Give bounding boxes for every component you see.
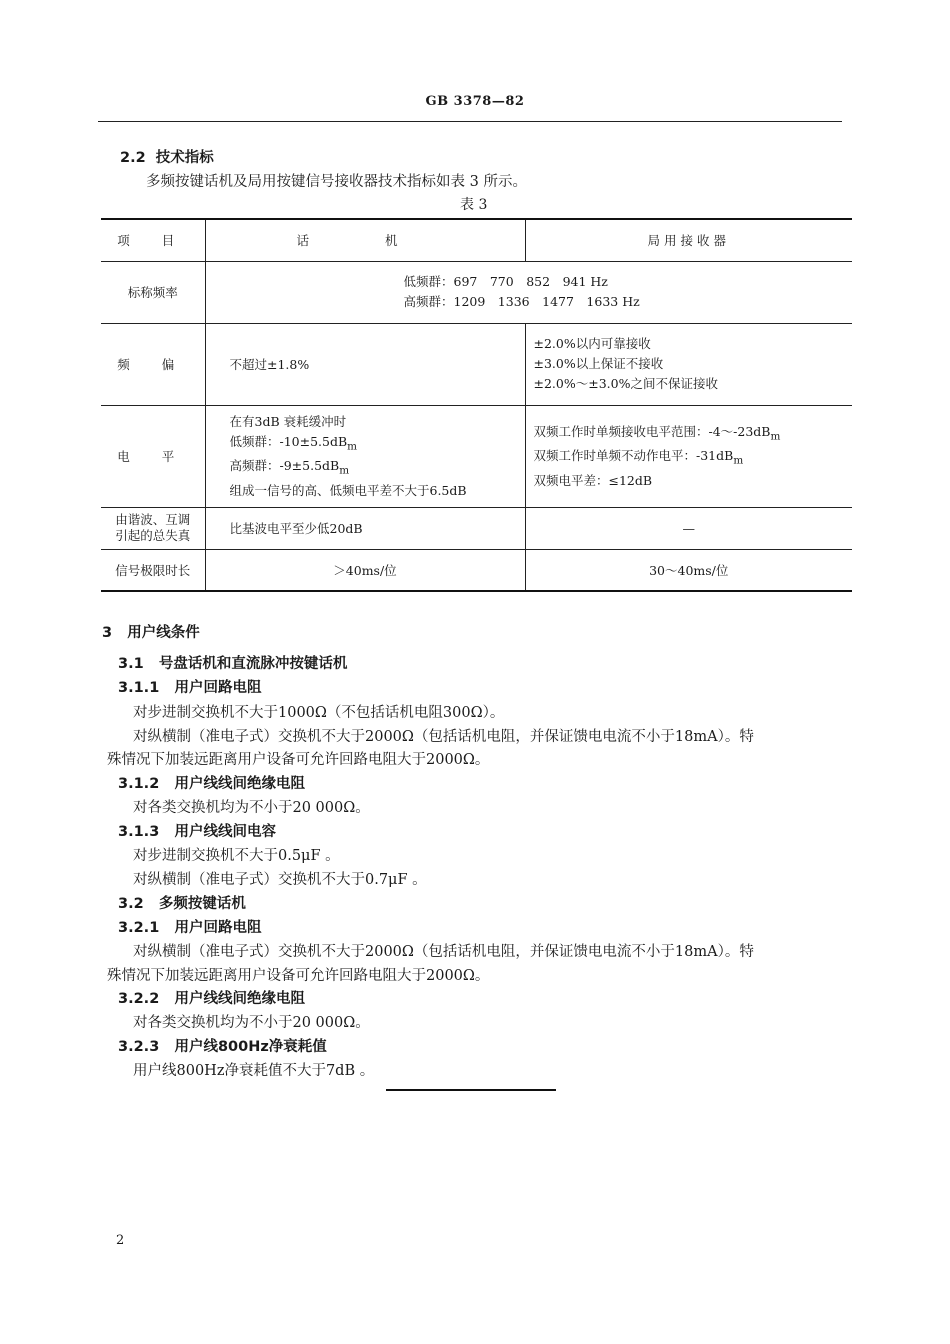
- section-3-2-1-heading: [118, 916, 261, 937]
- section-3-2-heading: [118, 892, 246, 913]
- section-title: 用户线800Hz净衰耗值: [174, 1039, 327, 1055]
- section-number: 3.2.2: [118, 991, 160, 1007]
- section-number: 3: [102, 625, 113, 641]
- paragraph: 用户线800Hz净衰耗值不大于7dB 。: [133, 1063, 375, 1079]
- phone-level-line: 组成一信号的高、低频电平差不大于6.5dB: [229, 482, 467, 498]
- section-3-1-heading: [118, 652, 347, 673]
- paragraph-continuation: 殊情况下加装远距离用户设备可允许回路电阻大于2000Ω。: [107, 968, 490, 984]
- phone-level-line: 在有3dB 衰耗缓冲时: [229, 413, 347, 429]
- phone-level-line: 低频群：$-10\pm 5.5dB_m$: [229, 433, 358, 452]
- section-number: 3.2.3: [118, 1039, 160, 1055]
- table-row-distortion: [101, 507, 852, 549]
- section-number: 3.1.2: [118, 776, 160, 792]
- section-number: 3.1.3: [118, 824, 160, 840]
- paragraph-continuation: 殊情况下加装远距离用户设备可允许回路电阻大于2000Ω。: [107, 752, 490, 768]
- receiver-level: [525, 405, 852, 507]
- unit-subscript: m: [733, 454, 744, 467]
- header-receiver: 局用接收器: [525, 219, 852, 261]
- section-title: 多频按键话机: [158, 896, 246, 912]
- phone-level: [205, 405, 525, 507]
- receiver-level-line: 双频工作时单频接收电平范围：$-4\sim-23dB_m$: [533, 423, 781, 442]
- table-header-row: [101, 219, 852, 261]
- section-3-1-3-heading: [118, 820, 276, 841]
- section-title: 用户回路电阻: [174, 920, 262, 936]
- label-distortion: [101, 507, 205, 549]
- section-title: 号盘话机和直流脉冲按键话机: [158, 656, 348, 672]
- section-number: 3.2.1: [118, 920, 160, 936]
- section-number: 3.1: [118, 656, 144, 672]
- low-band-frequencies: 低频群：697 770 852 941 Hz: [403, 274, 608, 289]
- page-number: 2: [116, 1233, 125, 1248]
- label-line: 引起的总失真: [115, 528, 191, 543]
- table-row-frequency: [101, 261, 852, 323]
- receiver-duration: 30～40ms/位: [525, 549, 852, 591]
- end-of-text-rule: [386, 1089, 556, 1091]
- header-item: 项 目: [101, 219, 205, 261]
- header-rule: [98, 121, 842, 122]
- table-row-duration: [101, 549, 852, 591]
- section-number: 3.1.1: [118, 680, 160, 696]
- receiver-offset-line: ±2.0%以内可靠接收: [533, 336, 651, 351]
- phone-level-line: 高频群：$-9\pm 5.5dB_m$: [229, 458, 350, 477]
- unit-subscript: m: [339, 464, 350, 477]
- frequency-values: [205, 261, 852, 323]
- section-3-heading: [102, 621, 200, 642]
- paragraph: 对纵横制（准电子式）交换机不大于2000Ω（包括话机电阻，并保证馈电电流不小于18mA）。特: [133, 729, 754, 745]
- section-3-1-2-heading: [118, 772, 305, 793]
- paragraph: 对纵横制（准电子式）交换机不大于0.7μF 。: [133, 872, 427, 888]
- section-2-2-heading: [120, 146, 214, 167]
- receiver-offset-line: ±3.0%以上保证不接收: [533, 356, 664, 371]
- section-title: 技术指标: [155, 150, 214, 166]
- paragraph: 对纵横制（准电子式）交换机不大于2000Ω（包括话机电阻，并保证馈电电流不小于18mA）。特: [133, 944, 754, 960]
- receiver-offset-line: ±2.0%～±3.0%之间不保证接收: [533, 376, 718, 391]
- section-title: 用户线线间绝缘电阻: [174, 991, 305, 1007]
- section-3-2-2-heading: [118, 987, 305, 1008]
- label-frequency-offset: 频 偏: [101, 323, 205, 405]
- high-band-frequencies: 高频群：1209 1336 1477 1633 Hz: [403, 294, 640, 309]
- table-row-offset: [101, 323, 852, 405]
- receiver-level-line: 双频工作时单频不动作电平：$-31dB_m$: [533, 448, 744, 467]
- phone-duration: ＞40ms/位: [205, 549, 525, 591]
- table-row-level: [101, 405, 852, 507]
- section-title: 用户线线间绝缘电阻: [174, 776, 305, 792]
- label-duration: 信号极限时长: [101, 549, 205, 591]
- section-title: 用户线条件: [127, 625, 200, 641]
- section-3-2-3-heading: [118, 1035, 327, 1056]
- phone-distortion: 比基波电平至少低20dB: [205, 507, 525, 549]
- document-header: GB 3378—82: [425, 94, 525, 109]
- label-level: 电 平: [101, 405, 205, 507]
- section-title: 用户回路电阻: [174, 680, 262, 696]
- section-title: 用户线线间电容: [174, 824, 276, 840]
- receiver-level-line: 双频电平差：≤12dB: [533, 472, 653, 488]
- receiver-distortion: —: [525, 507, 852, 549]
- table-caption: 表 3: [460, 197, 488, 213]
- spec-table: [101, 218, 852, 592]
- paragraph: 对各类交换机均为不小于20 000Ω。: [133, 800, 370, 816]
- label-nominal-frequency: 标称频率: [101, 261, 205, 323]
- unit-subscript: m: [770, 430, 781, 442]
- section-2-2-intro: 多频按键话机及局用按键信号接收器技术指标如表 3 所示。: [146, 174, 527, 190]
- section-number: 3.2: [118, 896, 144, 912]
- paragraph: 对各类交换机均为不小于20 000Ω。: [133, 1015, 370, 1031]
- label-line: 由谐波、互调: [115, 512, 191, 527]
- paragraph: 对步进制交换机不大于1000Ω（不包括话机电阻300Ω）。: [133, 705, 505, 721]
- paragraph: 对步进制交换机不大于0.5μF 。: [133, 848, 340, 864]
- phone-offset: 不超过±1.8%: [205, 323, 525, 405]
- section-3-1-1-heading: [118, 676, 261, 697]
- unit-subscript: m: [347, 440, 358, 452]
- section-number: 2.2: [120, 150, 146, 166]
- receiver-offset: [525, 323, 852, 405]
- header-phone: 话 机: [205, 219, 525, 261]
